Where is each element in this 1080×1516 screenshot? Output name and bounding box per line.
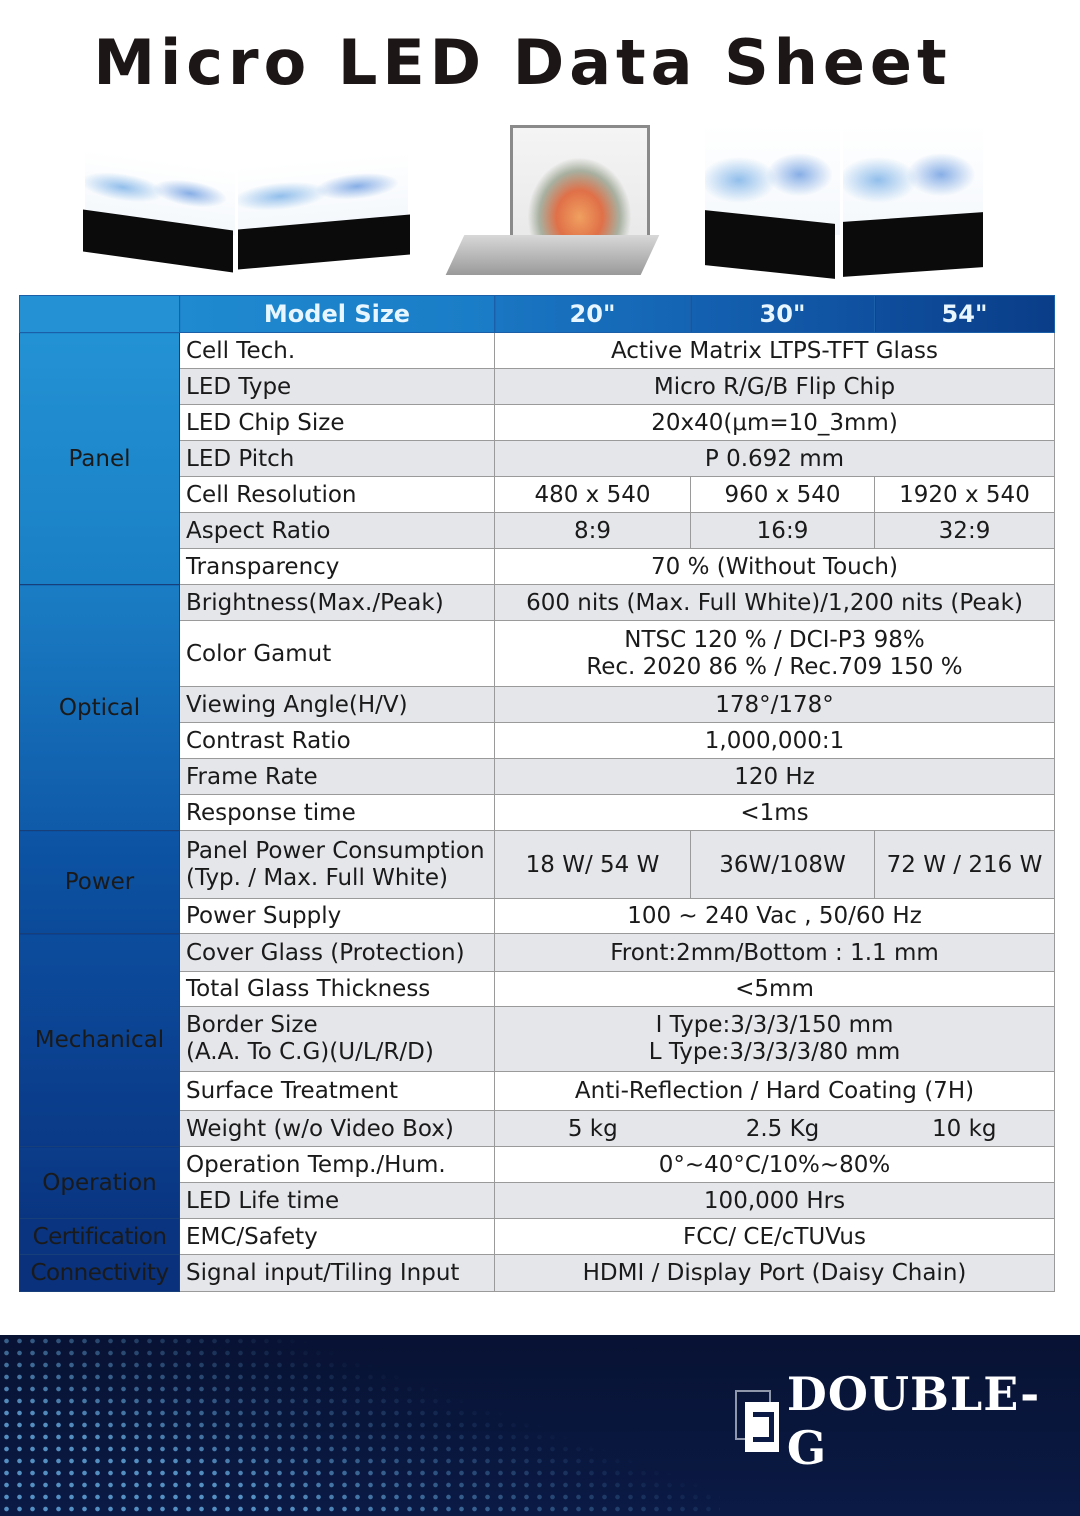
product-images	[0, 105, 1080, 290]
row-value: FCC/ CE/cTUVus	[495, 1219, 1055, 1255]
spec-table	[19, 295, 1055, 1292]
row-label: Cell Resolution	[180, 477, 495, 513]
header-size-20: 20"	[495, 296, 691, 333]
row-label: EMC/Safety	[180, 1219, 495, 1255]
table-row-signal-input	[20, 1255, 1055, 1292]
row-label: Transparency	[180, 549, 495, 585]
row-label: Frame Rate	[180, 759, 495, 795]
row-label: Response time	[180, 795, 495, 831]
row-label: Signal input/Tiling Input	[180, 1255, 495, 1292]
table-row-brightness	[20, 585, 1055, 621]
row-value: 20x40(μm=10_3mm)	[495, 405, 1055, 441]
row-label-line-2: (Typ. / Max. Full White)	[186, 864, 448, 891]
row-value-20: 8:9	[495, 513, 691, 549]
row-value: <5mm	[495, 972, 1055, 1007]
row-value-54: 1920 x 540	[875, 477, 1055, 513]
row-value: HDMI / Display Port (Daisy Chain)	[495, 1255, 1055, 1292]
row-label: Contrast Ratio	[180, 723, 495, 759]
row-label: Brightness(Max./Peak)	[180, 585, 495, 621]
row-value: 1,000,000:1	[495, 723, 1055, 759]
row-value-30: 36W/108W	[691, 831, 875, 899]
row-label: Cover Glass (Protection)	[180, 934, 495, 972]
product-image-corner-display	[80, 150, 410, 270]
table-header-row	[20, 296, 1055, 333]
row-value-30: 2.5 Kg	[691, 1111, 875, 1147]
product-image-desktop-display	[450, 125, 660, 285]
product-image-cube-display	[700, 115, 990, 285]
row-value: Micro R/G/B Flip Chip	[495, 369, 1055, 405]
row-label: Aspect Ratio	[180, 513, 495, 549]
row-value-line-1: I Type:3/3/3/150 mm	[655, 1012, 894, 1038]
table-row-power-consumption	[20, 831, 1055, 899]
category-panel: Panel	[20, 333, 180, 585]
category-operation: Operation	[20, 1147, 180, 1219]
category-mechanical: Mechanical	[20, 934, 180, 1147]
row-label: LED Pitch	[180, 441, 495, 477]
row-value: 100,000 Hrs	[495, 1183, 1055, 1219]
header-model-size: Model Size	[180, 296, 495, 333]
row-label: Operation Temp./Hum.	[180, 1147, 495, 1183]
row-value: Front:2mm/Bottom : 1.1 mm	[495, 934, 1055, 972]
row-label: Total Glass Thickness	[180, 972, 495, 1007]
header-blank-cell	[20, 296, 180, 333]
row-value-20: 18 W/ 54 W	[495, 831, 691, 899]
row-label: LED Life time	[180, 1183, 495, 1219]
row-value-20: 5 kg	[495, 1111, 691, 1147]
header-size-30: 30"	[691, 296, 875, 333]
row-value	[495, 1007, 1055, 1072]
row-value: 100 ~ 240 Vac , 50/60 Hz	[495, 899, 1055, 934]
row-label: Color Gamut	[180, 621, 495, 687]
row-value-line-2: Rec. 2020 86 % / Rec.709 150 %	[586, 653, 963, 680]
dot-wave-pattern	[0, 1335, 720, 1516]
footer-banner	[0, 1335, 1080, 1516]
row-value: 178°/178°	[495, 687, 1055, 723]
category-power: Power	[20, 831, 180, 934]
row-label: Surface Treatment	[180, 1072, 495, 1111]
row-value-54: 72 W / 216 W	[875, 831, 1055, 899]
logo-g-icon	[735, 1390, 779, 1452]
brand-logo	[735, 1367, 1080, 1475]
row-label: LED Chip Size	[180, 405, 495, 441]
brand-name: DOUBLE-G	[786, 1367, 1041, 1475]
row-label: LED Type	[180, 369, 495, 405]
row-label: Cell Tech.	[180, 333, 495, 369]
table-row-emc-safety	[20, 1219, 1055, 1255]
row-value: 600 nits (Max. Full White)/1,200 nits (Peak)	[495, 585, 1055, 621]
row-value-20: 480 x 540	[495, 477, 691, 513]
row-value-line-2: L Type:3/3/3/3/80 mm	[648, 1039, 901, 1065]
row-value: P 0.692 mm	[495, 441, 1055, 477]
row-label	[180, 831, 495, 899]
row-value-30: 16:9	[691, 513, 875, 549]
row-value-54: 32:9	[875, 513, 1055, 549]
row-label: Power Supply	[180, 899, 495, 934]
page-title: Micro LED Data Sheet	[93, 26, 952, 99]
table-row-cover-glass	[20, 934, 1055, 972]
row-value: 0°~40°C/10%~80%	[495, 1147, 1055, 1183]
row-label-line-1: Border Size	[186, 1012, 318, 1038]
header-size-54: 54"	[875, 296, 1055, 333]
row-label: Viewing Angle(H/V)	[180, 687, 495, 723]
row-label	[180, 1007, 495, 1072]
row-value: <1ms	[495, 795, 1055, 831]
row-label-line-2: (A.A. To C.G)(U/L/R/D)	[186, 1039, 434, 1065]
row-label-line-1: Panel Power Consumption	[186, 837, 485, 864]
row-value-54: 10 kg	[875, 1111, 1055, 1147]
row-value: Active Matrix LTPS-TFT Glass	[495, 333, 1055, 369]
row-value: 70 % (Without Touch)	[495, 549, 1055, 585]
row-label: Weight (w/o Video Box)	[180, 1111, 495, 1147]
row-value: Anti-Reflection / Hard Coating (7H)	[495, 1072, 1055, 1111]
row-value	[495, 621, 1055, 687]
row-value-line-1: NTSC 120 % / DCI-P3 98%	[624, 626, 925, 653]
table-row-cell-tech	[20, 333, 1055, 369]
category-connectivity: Connectivity	[20, 1255, 180, 1292]
category-certification: Certification	[20, 1219, 180, 1255]
category-optical: Optical	[20, 585, 180, 831]
row-value-30: 960 x 540	[691, 477, 875, 513]
table-row-operation-temp	[20, 1147, 1055, 1183]
row-value: 120 Hz	[495, 759, 1055, 795]
